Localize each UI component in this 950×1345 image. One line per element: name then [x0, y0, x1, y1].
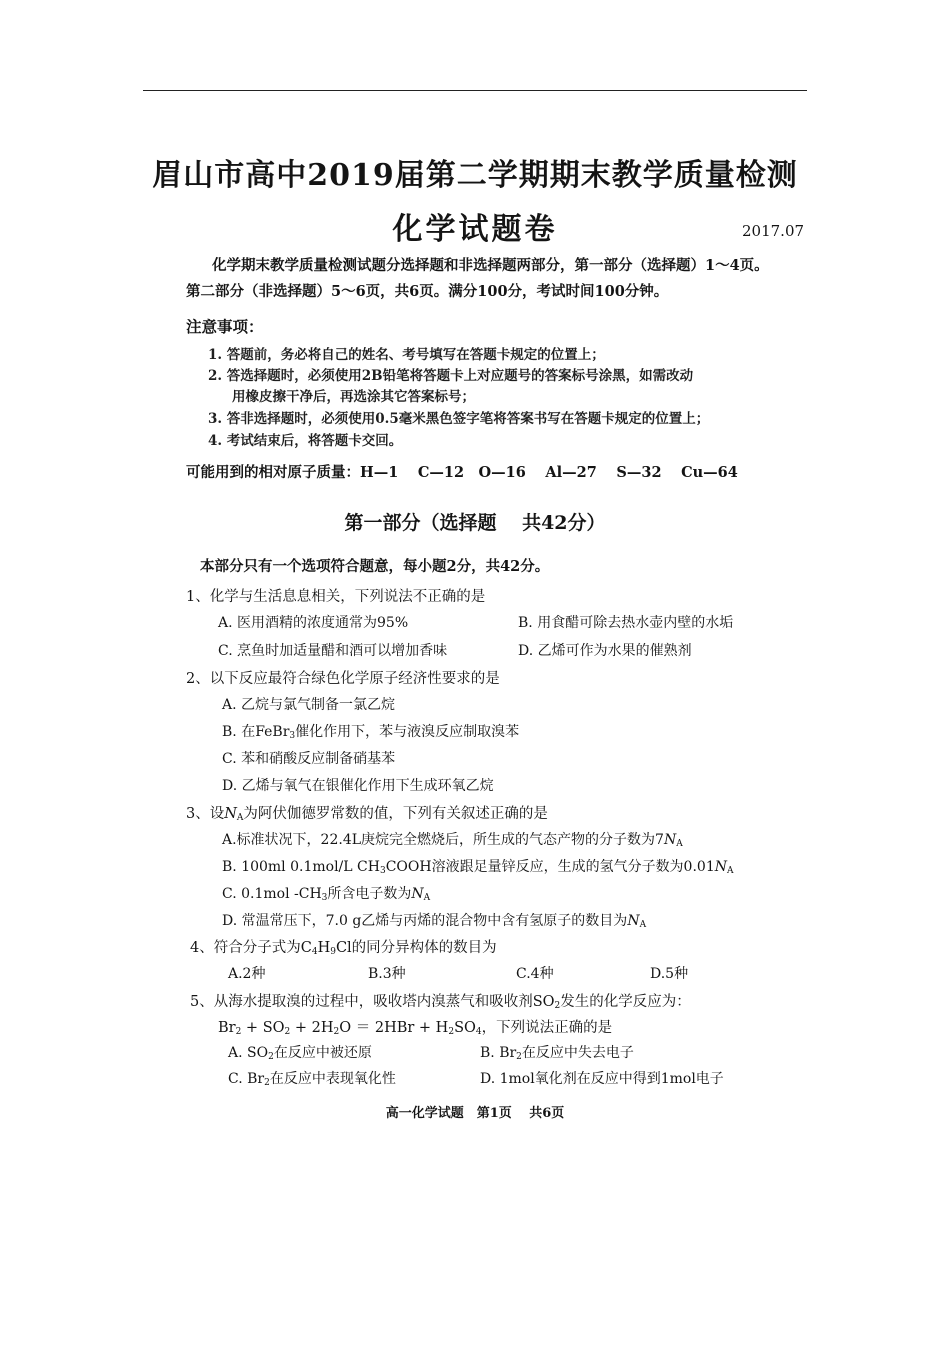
question-3-option-a: A.标准状况下，22.4L庚烷完全燃烧后，所生成的气态产物的分子数为$7N_A$ — [222, 832, 683, 849]
atomic-mass-line: 可能用到的相对原子质量：H—1 C—12 O—16 Al—27 S—32 Cu—64 — [186, 464, 738, 481]
section-title: 第一部分（选择题 共42分） — [344, 512, 606, 534]
question-5-stem: 5、从海水提取溴的过程中，吸收塔内溴蒸气和吸收剂$SO_2$发生的化学反应为： — [190, 994, 691, 1011]
intro-line-1: 化学期末教学质量检测试题分选择题和非选择题两部分，第一部分（选择题）1～4页。 — [212, 257, 769, 274]
question-5-option-b: B. $Br_2$在反应中失去电子 — [480, 1045, 634, 1062]
question-1-option-c: C. 烹鱼时加适量醋和酒可以增加香味 — [218, 643, 448, 659]
question-1-stem: 1、化学与生活息息相关，下列说法不正确的是 — [186, 589, 486, 605]
question-2-stem: 2、以下反应最符合绿色化学原子经济性要求的是 — [186, 671, 500, 687]
question-3-option-c: C. 0.1mol $-CH_3$所含电子数为$N_A$ — [222, 886, 431, 903]
question-4-option-c: C.4种 — [516, 966, 554, 982]
question-4-stem: 4、符合分子式为$C_4H_9Cl$的同分异构体的数目为 — [190, 940, 497, 957]
question-4-option-d: D.5种 — [650, 966, 689, 982]
question-2-option-a: A. 乙烷与氯气制备一氯乙烷 — [222, 697, 396, 713]
question-1-option-d: D. 乙烯可作为水果的催熟剂 — [518, 643, 692, 659]
question-1-option-b: B. 用食醋可除去热水壶内壁的水垢 — [518, 615, 734, 631]
question-1-option-a: A. 医用酒精的浓度通常为95% — [218, 615, 409, 631]
question-4-option-a: A.2种 — [228, 966, 266, 982]
top-rule — [143, 90, 807, 91]
notice-item: 3. 答非选择题时，必须使用0.5毫米黑色签字笔将答案书写在答题卡规定的位置上； — [208, 411, 710, 427]
notice-item: 2. 答选择题时，必须使用2B铅笔将答题卡上对应题号的答案标号涂黑，如需改动 — [208, 368, 694, 384]
question-5-equation: $Br_2 + SO_2 + 2H_2O = 2HBr + H_2SO_4$，下列说法正确的是 — [218, 1020, 613, 1037]
intro-line-2: 第二部分（非选择题）5～6页，共6页。满分100分，考试时间100分钟。 — [186, 283, 669, 300]
notice-heading: 注意事项： — [186, 317, 264, 336]
page-footer: 高一化学试题 第1页 共6页 — [385, 1106, 565, 1121]
question-5-option-a: A. $SO_2$在反应中被还原 — [228, 1045, 372, 1062]
notice-item: 4. 考试结束后，将答题卡交回。 — [208, 433, 403, 449]
question-2-option-d: D. 乙烯与氧气在银催化作用下生成环氧乙烷 — [222, 778, 494, 794]
exam-title: 眉山市高中2019届第二学期期末教学质量检测 — [152, 158, 798, 193]
notice-item: 用橡皮擦干净后，再选涂其它答案标号； — [232, 389, 475, 405]
exam-subtitle: 化学试题卷 — [392, 212, 558, 247]
question-4-option-b: B.3种 — [368, 966, 406, 982]
notice-item: 1. 答题前，务必将自己的姓名、考号填写在答题卡规定的位置上； — [208, 347, 605, 363]
question-3-stem: 3、设$N_A$为阿伏伽德罗常数的值，下列有关叙述正确的是 — [186, 806, 548, 823]
exam-date: 2017.07 — [742, 222, 805, 240]
question-2-option-b: B. 在FeBr$_3$催化作用下，苯与液溴反应制取溴苯 — [222, 724, 520, 741]
question-2-option-c: C. 苯和硝酸反应制备硝基苯 — [222, 751, 396, 767]
section-instruction: 本部分只有一个选项符合题意，每小题2分，共42分。 — [200, 558, 550, 575]
question-3-option-b: B. 100ml 0.1mol/L $CH_3COOH$溶液跟足量锌反应，生成的氢气分子数为$0.01N_A$ — [222, 859, 734, 876]
question-5-option-d: D. 1mol氧化剂在反应中得到1mol电子 — [480, 1071, 724, 1087]
question-3-option-d: D. 常温常压下，7.0 g乙烯与丙烯的混合物中含有氢原子的数目为$N_A$ — [222, 913, 647, 930]
question-5-option-c: C. $Br_2$在反应中表现氧化性 — [228, 1071, 396, 1088]
